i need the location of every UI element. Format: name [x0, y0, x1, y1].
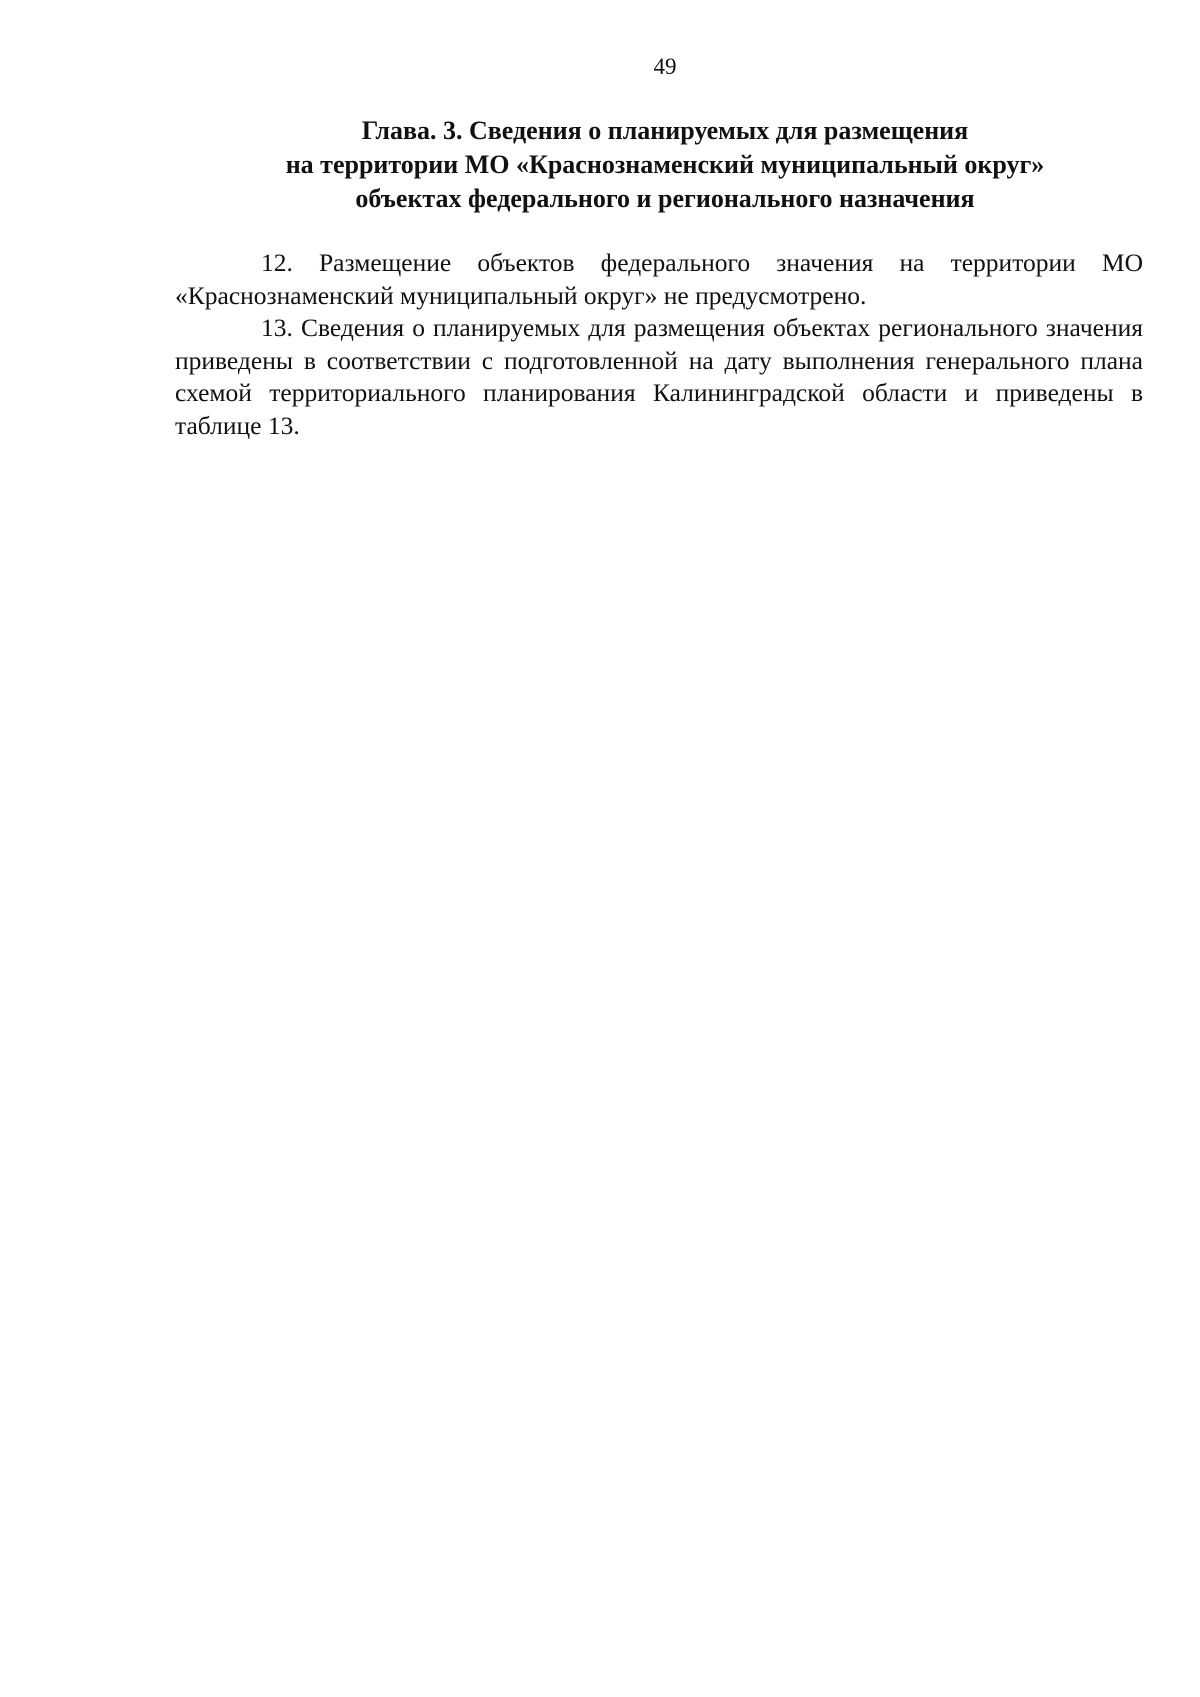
paragraph-12: 12. Размещение объектов федерального значения на территории МО «Краснознаменский муниципальный округ» не предусмотрено. — [175, 248, 1143, 310]
paragraph-13: 13. Сведения о планируемых для размещения объектах регионального значения приведены в соответствии с подготовленной на дату выполнения генерального плана схемой территориального планирования Калининградской области и приведены в таблице 13. — [175, 313, 1143, 440]
chapter-heading-line-1: Глава. 3. Сведения о планируемых для размещения — [361, 116, 969, 145]
page-number: 49 — [653, 54, 677, 79]
chapter-heading-line-2: на территории МО «Краснознаменский муниципальный округ» — [285, 150, 1045, 179]
body-text — [175, 247, 1143, 443]
chapter-heading-line-3: объектах федерального и регионального назначения — [355, 184, 975, 213]
chapter-heading — [170, 114, 1160, 216]
